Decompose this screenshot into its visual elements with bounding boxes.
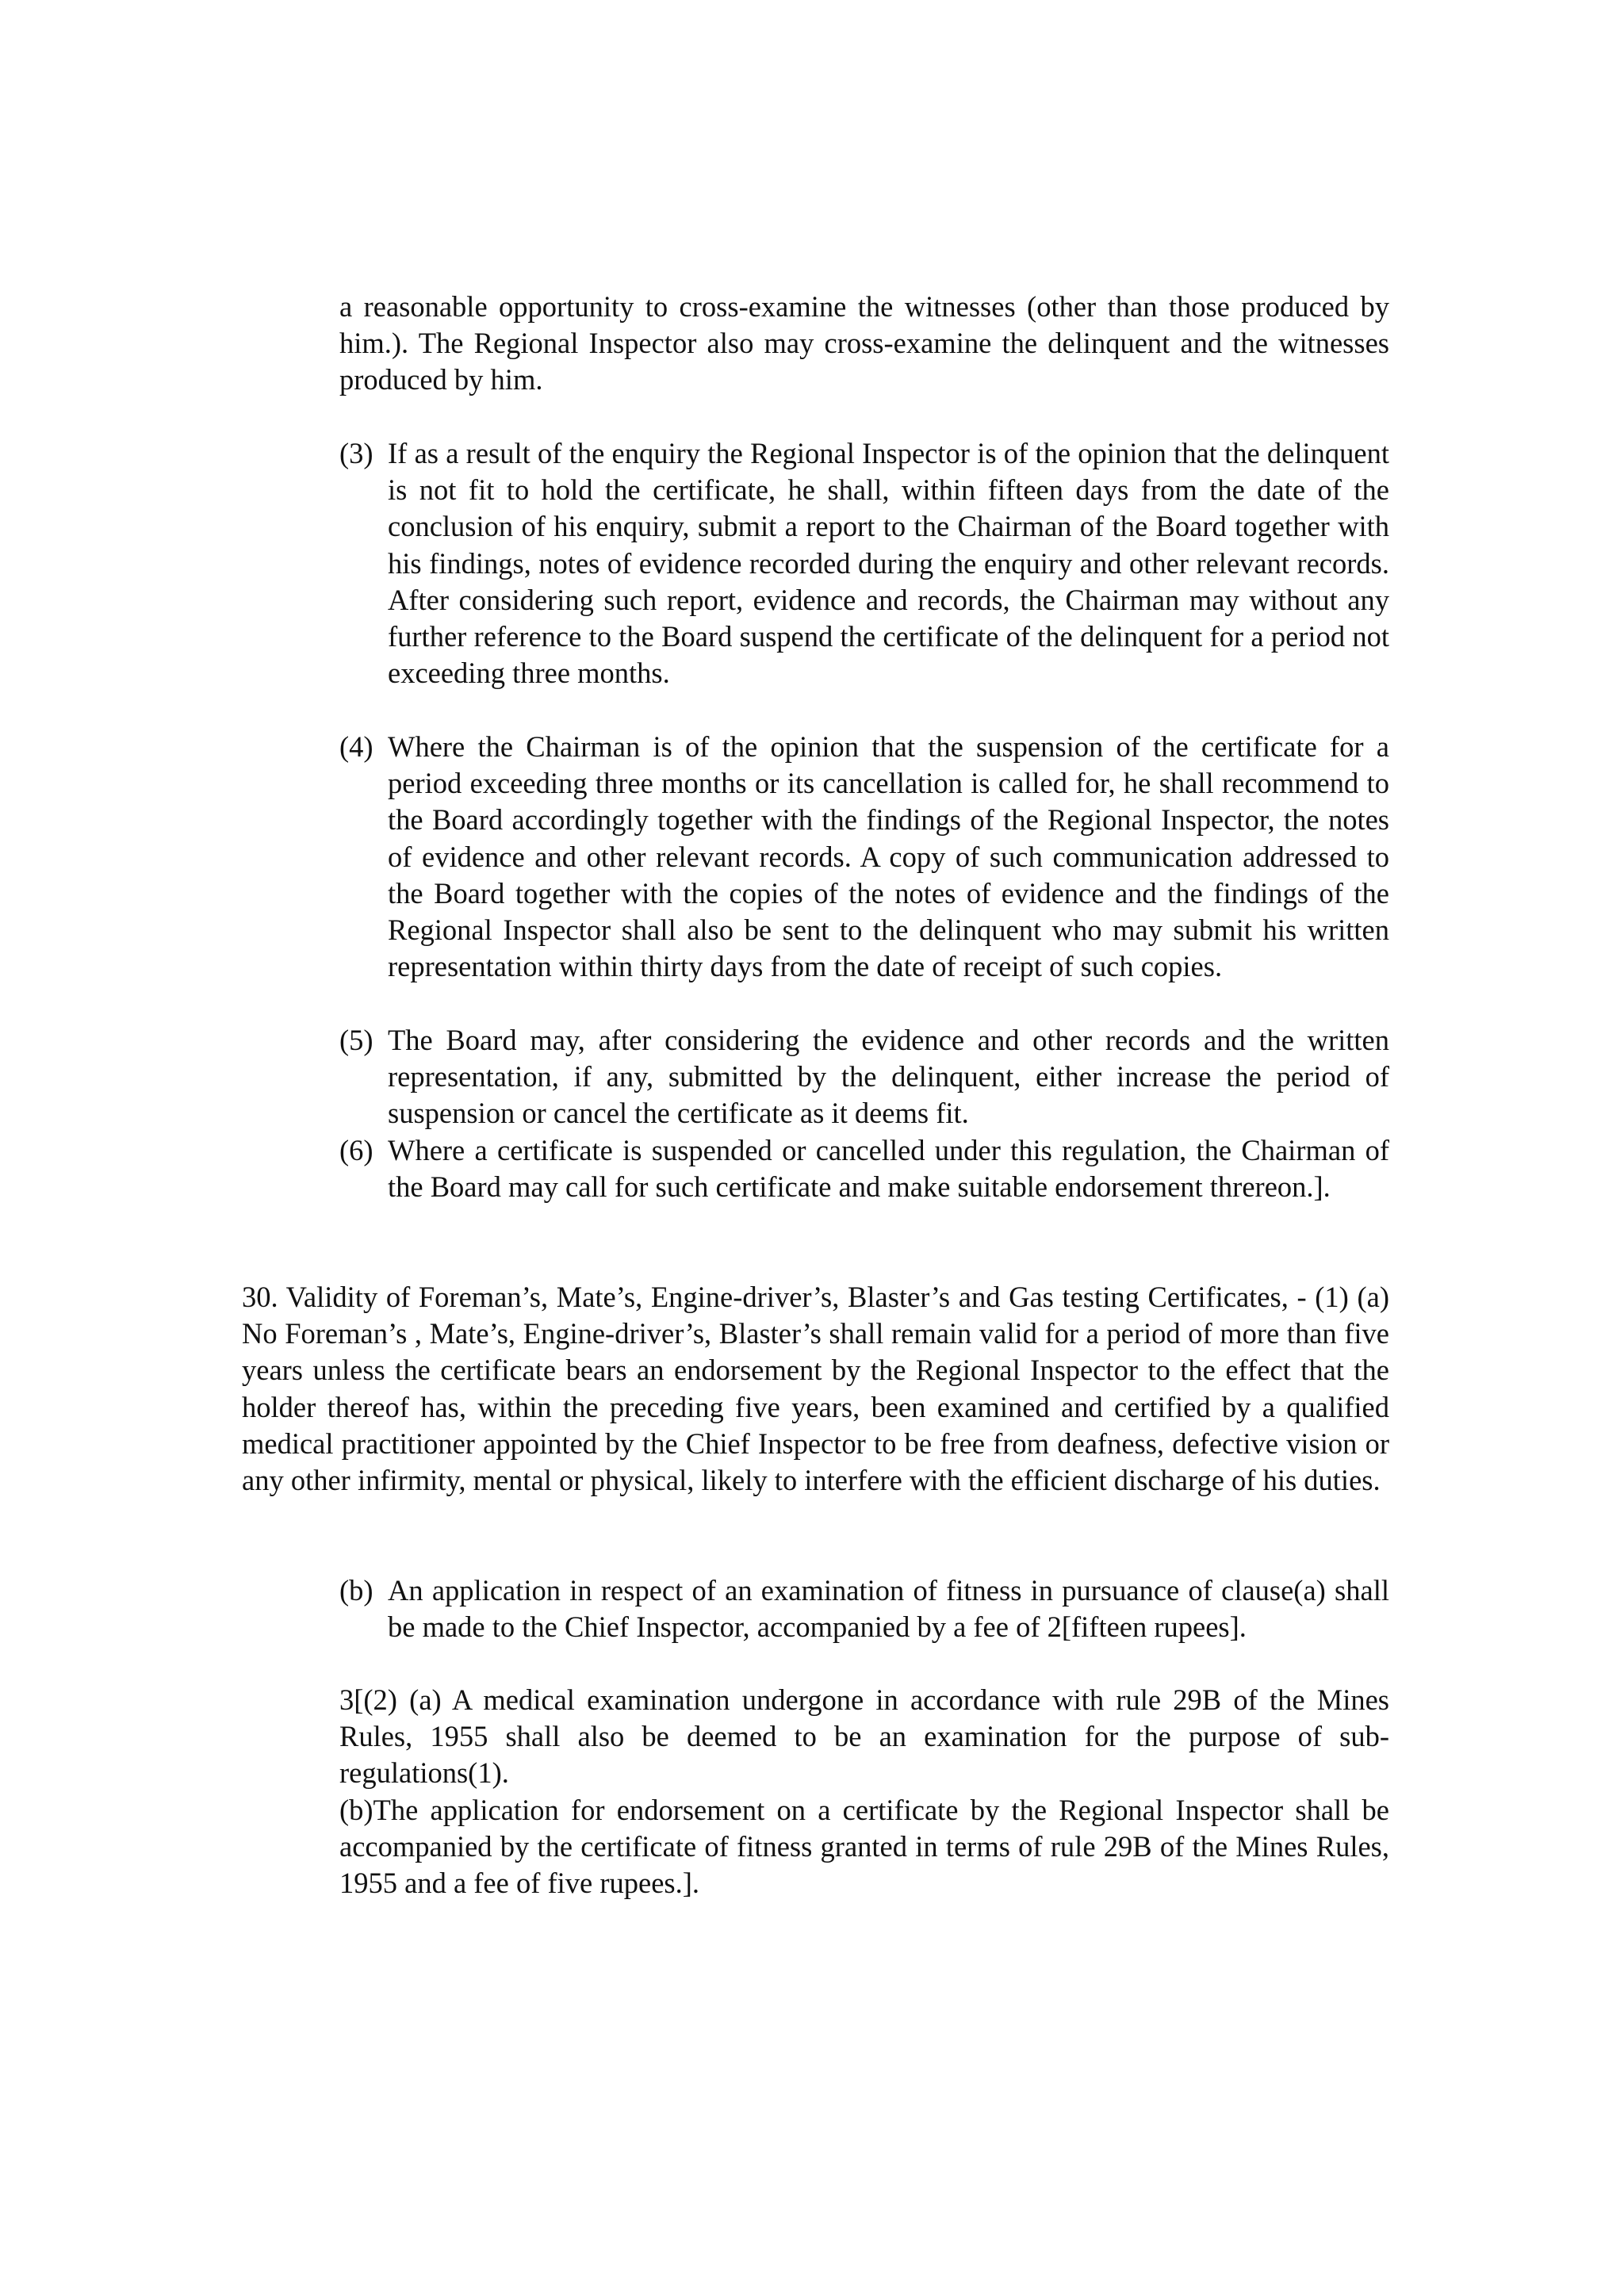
sub-item-number: (5) xyxy=(339,1024,373,1056)
sub-item-3 xyxy=(339,435,1389,691)
sub-item-text: Where a certificate is suspended or cancelled under this regulation, the Chairman of the Board may call for such certificate and make suitable endorsement threreon.]. xyxy=(388,1134,1389,1204)
sub-regulation-2a: 3[(2) (a) A medical examination undergone in accordance with rule 29B of the Mines Rules, 1955 shall also be deemed to be an examination for the purpose of sub-regulations(1). xyxy=(339,1683,1389,1790)
sub-item-number: (3) xyxy=(339,437,373,469)
clause-b xyxy=(339,1572,1389,1645)
section-30-paragraph: 30. Validity of Foreman’s, Mate’s, Engine-driver’s, Blaster’s and Gas testing Certificates, - (1) (a) No Foreman’s , Mate’s, Engine-driver’s, Blaster’s shall remain valid for a period of more than five years unless the certificate bears an endorsement by the Regional Inspector to the effect that the holder thereof has, within the preceding five years, been examined and certified by a qualified medical practitioner appointed by the Chief Inspector to be free from deafness, defective vision or any other infirmity, mental or physical, likely to interfere with the efficient discharge of his duties. xyxy=(242,1281,1389,1497)
sub-item-number: (6) xyxy=(339,1134,373,1166)
clause-b-number: (b) xyxy=(339,1574,373,1607)
sub-item-text: Where the Chairman is of the opinion that the suspension of the certificate for a period exceeding three months or its cancellation is called for, he shall recommend to the Board accordingly together with the findings of the Regional Inspector, the notes of evidence and other relevant records. A copy of such communication addressed to the Board together with the copies of the notes of evidence and the findings of the Regional Inspector shall also be sent to the delinquent who may submit his written representation within thirty days from the date of receipt of such copies. xyxy=(388,730,1389,983)
sub-item-text: The Board may, after considering the evidence and other records and the written representation, if any, submitted by the delinquent, either increase the period of suspension or cancel the certificate as it deems fit. xyxy=(388,1024,1389,1130)
intro-paragraph: a reasonable opportunity to cross-examine the witnesses (other than those produced by him.). The Regional Inspector also may cross-examine the delinquent and the witnesses produced by him. xyxy=(339,290,1389,396)
clause-b-text: An application in respect of an examination of fitness in pursuance of clause(a) shall be made to the Chief Inspector, accompanied by a fee of 2[fifteen rupees]. xyxy=(388,1574,1389,1644)
sub-regulation-2b: (b)The application for endorsement on a certificate by the Regional Inspector shall be accompanied by the certificate of fitness granted in terms of rule 29B of the Mines Rules, 1955 and a fee of five rupees.]. xyxy=(339,1794,1389,1900)
sub-item-5 xyxy=(339,1022,1389,1132)
sub-item-text: If as a result of the enquiry the Regional Inspector is of the opinion that the delinquent is not fit to hold the certificate, he shall, within fifteen days from the date of the conclusion of his enquiry, submit a report to the Chairman of the Board together with his findings, notes of evidence recorded during the enquiry and other relevant records. After considering such report, evidence and records, the Chairman may without any further reference to the Board suspend the certificate of the delinquent for a period not exceeding three months. xyxy=(388,437,1389,690)
sub-item-number: (4) xyxy=(339,730,373,763)
sub-item-6 xyxy=(339,1132,1389,1205)
sub-item-4 xyxy=(339,729,1389,985)
